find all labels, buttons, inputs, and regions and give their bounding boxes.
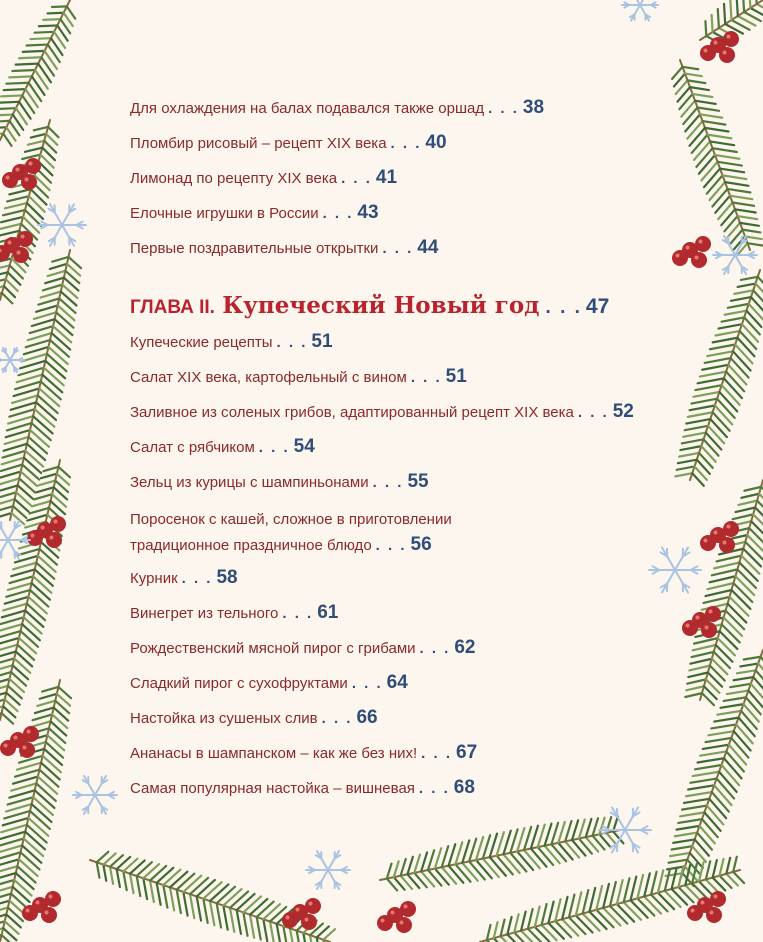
entry-title: Заливное из соленых грибов, адаптированный рецепт XIX века xyxy=(130,404,574,421)
berry-cluster-icon xyxy=(282,898,321,930)
leader-dots: . . . xyxy=(282,605,314,622)
entry-title-line2: традиционное праздничное блюдо xyxy=(130,537,372,554)
leader-dots: . . . xyxy=(390,135,422,152)
page-number: 56 xyxy=(410,534,432,555)
leader-dots: . . . xyxy=(322,205,354,222)
leader-dots: . . . xyxy=(410,369,442,386)
toc-entry[interactable] xyxy=(130,366,467,389)
entry-title: Винегрет из тельного xyxy=(130,605,279,622)
snowflake-icon xyxy=(0,348,24,372)
entry-title: Настойка из сушеных слив xyxy=(130,710,318,727)
snowflake-icon xyxy=(0,521,30,559)
entry-title-line1: Поросенок с кашей, сложное в приготовлении xyxy=(130,511,452,528)
page-number: 41 xyxy=(375,167,398,188)
entry-title: Самая популярная настойка – вишневая xyxy=(130,780,415,797)
toc-entry[interactable] xyxy=(130,637,476,660)
page-number: 51 xyxy=(445,366,467,387)
entry-title: Салат с рябчиком xyxy=(130,439,255,456)
page-number: 52 xyxy=(612,401,634,422)
fir-branch-icon xyxy=(0,460,70,724)
berry-cluster-icon xyxy=(700,31,739,63)
page-number: 64 xyxy=(386,672,408,693)
fir-branch-icon xyxy=(0,250,81,524)
entry-title: Купеческие рецепты xyxy=(130,334,273,351)
page-number: 47 xyxy=(585,295,610,318)
leader-dots: . . . xyxy=(276,334,308,351)
snowflake-icon xyxy=(306,851,350,889)
entry-title: Для охлаждения на балах подавался также оршад xyxy=(130,100,485,117)
snowflake-icon xyxy=(599,807,651,852)
entry-title: Ананасы в шампанском – как же без них! xyxy=(130,745,418,762)
entry-title: Салат XIX века, картофельный с вином xyxy=(130,369,407,386)
snowflake-icon xyxy=(38,204,86,246)
toc-entry[interactable] xyxy=(130,436,315,459)
page-number: 61 xyxy=(317,602,339,623)
page-number: 66 xyxy=(356,707,378,728)
berry-cluster-icon xyxy=(27,516,66,548)
toc-entry[interactable] xyxy=(130,777,475,800)
leader-dots: . . . xyxy=(372,474,404,491)
page-number: 55 xyxy=(407,471,429,492)
entry-title: Елочные игрушки в России xyxy=(130,205,319,222)
berry-cluster-icon xyxy=(22,891,61,923)
fir-branch-icon xyxy=(675,270,763,486)
entry-title: Рождественский мясной пирог с грибами xyxy=(130,640,416,657)
fir-branch-icon xyxy=(0,120,59,303)
fir-branch-icon xyxy=(685,480,763,705)
leader-dots: . . . xyxy=(321,710,353,727)
fir-branch-icon xyxy=(90,852,335,942)
page-number: 67 xyxy=(456,742,478,763)
page-number: 68 xyxy=(453,777,475,798)
toc-entry[interactable] xyxy=(130,331,333,354)
entry-title: Первые поздравительные открытки xyxy=(130,240,379,257)
berry-cluster-icon xyxy=(2,158,41,190)
toc-entry[interactable] xyxy=(130,567,238,590)
page-number: 62 xyxy=(454,637,476,658)
fir-branch-icon xyxy=(666,650,763,886)
page-number: 44 xyxy=(417,237,439,258)
fir-branch-icon xyxy=(0,680,71,942)
berry-cluster-icon xyxy=(672,236,711,268)
fir-branch-icon xyxy=(672,60,763,255)
toc-entry[interactable] xyxy=(130,672,408,695)
snowflake-icon xyxy=(713,236,757,274)
leader-dots: . . . xyxy=(351,675,383,692)
page-number: 43 xyxy=(357,202,379,223)
snowflake-icon xyxy=(622,0,658,21)
leader-dots: . . . xyxy=(382,240,414,257)
entry-title: Сладкий пирог с сухофруктами xyxy=(130,675,348,692)
entry-title: Курник xyxy=(130,570,178,587)
snowflake-icon xyxy=(649,547,701,592)
berry-cluster-icon xyxy=(700,521,739,553)
toc-entry[interactable] xyxy=(130,471,429,494)
berry-cluster-icon xyxy=(682,606,721,638)
entry-title: Пломбир рисовый – рецепт XIX века xyxy=(130,135,387,152)
page-number: 40 xyxy=(425,132,447,153)
berry-cluster-icon xyxy=(0,231,33,263)
chapter-heading[interactable] xyxy=(130,292,609,322)
fir-branch-icon xyxy=(700,0,763,43)
leader-dots: . . . xyxy=(545,297,582,318)
toc-entry[interactable] xyxy=(130,202,379,225)
leader-dots: . . . xyxy=(421,745,453,762)
toc-entry[interactable] xyxy=(130,97,544,120)
leader-dots: . . . xyxy=(488,100,519,117)
berry-cluster-icon xyxy=(377,901,416,933)
leader-dots: . . . xyxy=(577,404,609,421)
snowflake-icon xyxy=(73,776,117,814)
page-number: 51 xyxy=(311,331,333,352)
entry-title: Лимонад по рецепту XIX века xyxy=(130,170,338,187)
fir-branch-icon xyxy=(0,0,75,146)
leader-dots: . . . xyxy=(341,170,372,187)
fir-branch-icon xyxy=(380,816,623,890)
leader-dots: . . . xyxy=(419,640,451,657)
leader-dots: . . . xyxy=(418,780,450,797)
toc-entry[interactable] xyxy=(130,167,397,190)
leader-dots: . . . xyxy=(375,537,407,554)
chapter-title: Купеческий Новый год xyxy=(222,292,540,319)
toc-entry[interactable] xyxy=(130,132,447,155)
leader-dots: . . . xyxy=(258,439,290,456)
chapter-label: ГЛАВА II. xyxy=(130,297,215,318)
entry-title: Зельц из курицы с шампиньонами xyxy=(130,474,369,491)
page-number: 54 xyxy=(293,436,315,457)
berry-cluster-icon xyxy=(687,891,726,923)
fir-branch-icon xyxy=(480,857,744,942)
toc-entry[interactable] xyxy=(130,237,438,260)
page-number: 58 xyxy=(216,567,238,588)
toc-entry[interactable] xyxy=(130,742,477,765)
toc-entry[interactable] xyxy=(130,602,338,625)
berry-cluster-icon xyxy=(0,726,39,758)
toc-entry[interactable] xyxy=(130,509,452,557)
toc-entry[interactable] xyxy=(130,401,634,424)
page-number: 38 xyxy=(522,97,545,118)
toc-entry[interactable] xyxy=(130,707,378,730)
leader-dots: . . . xyxy=(181,570,213,587)
